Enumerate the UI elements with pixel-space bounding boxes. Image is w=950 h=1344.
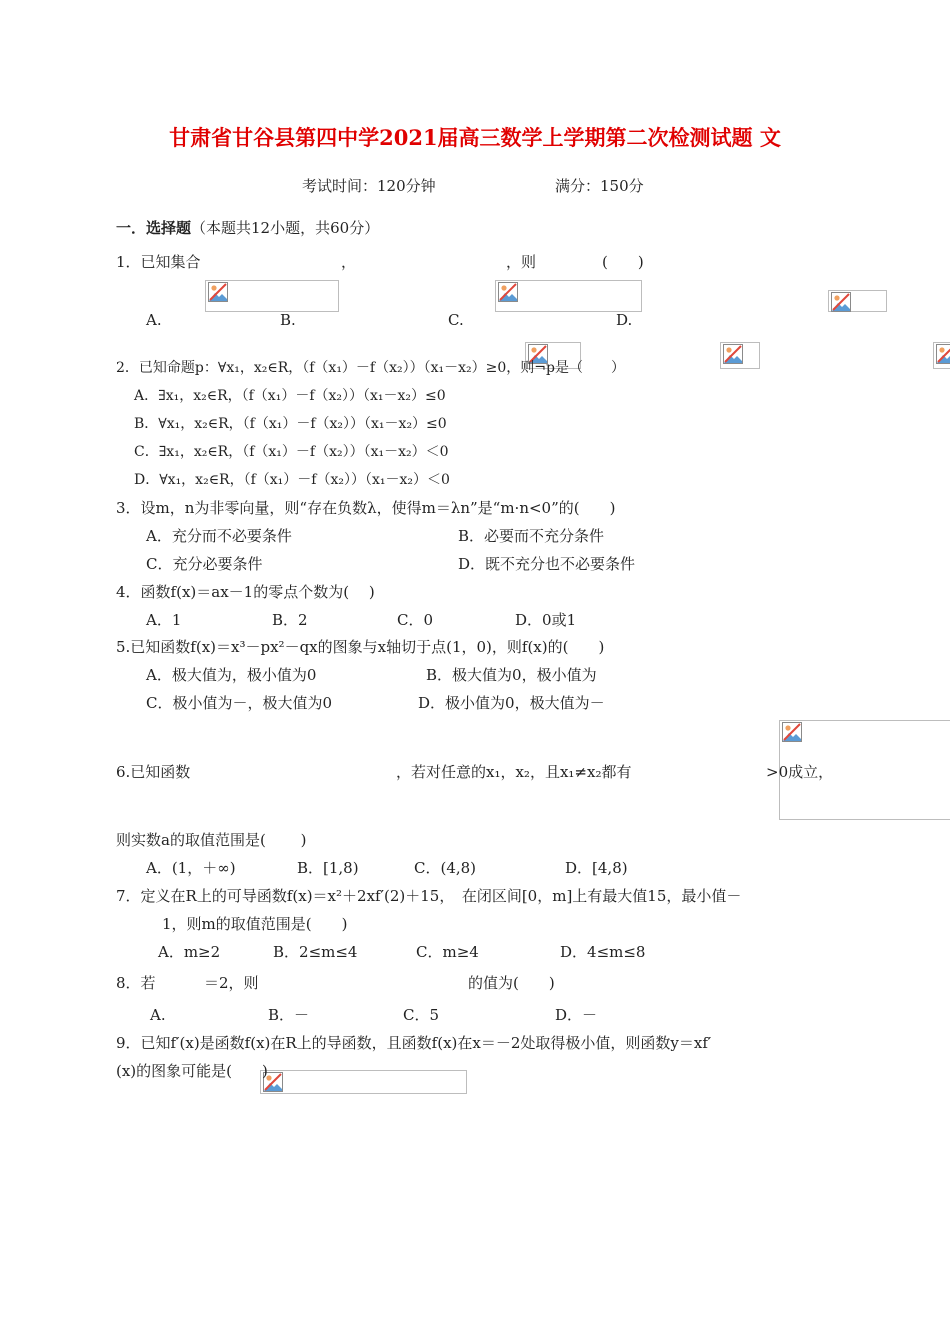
formula-image — [828, 290, 887, 312]
broken-image-icon — [498, 282, 518, 302]
q5-option-a: A．极大值为，极小值为0 — [146, 666, 317, 684]
q1-comma: ， — [341, 253, 357, 271]
section-heading — [116, 218, 379, 238]
q1-option-b: B. — [280, 311, 296, 329]
q9-line2: (x)的图象可能是( ) — [116, 1062, 268, 1080]
page-title: 甘肃省甘谷县第四中学2021届高三数学上学期第二次检测试题 文 — [169, 125, 781, 150]
formula-image — [720, 342, 760, 369]
q1-option-c: C. — [448, 311, 464, 329]
q6-middle: ，若对任意的x₁，x₂，且x₁≠x₂都有 — [396, 763, 632, 781]
question-4-stem: 4．函数f(x)＝ax－1的零点个数为( ) — [116, 583, 375, 601]
q1-then: ，则 — [506, 253, 537, 271]
formula-image — [260, 1070, 467, 1094]
q4-option-b: B．2 — [272, 611, 308, 629]
q8-option-d: D．－ — [555, 1006, 598, 1024]
q7-option-b: B．2≤m≤4 — [273, 943, 358, 961]
formula-image — [933, 342, 950, 369]
q4-option-c: C．0 — [397, 611, 434, 629]
broken-image-icon — [208, 282, 228, 302]
q8-option-c: C．5 — [403, 1006, 440, 1024]
q2-option-c: C．∃x₁，x₂∈R，（f（x₁）－f（x₂））（x₁－x₂）＜0 — [134, 444, 449, 460]
q5-option-c: C．极小值为－，极大值为0 — [146, 694, 333, 712]
q4-option-a: A．1 — [146, 611, 182, 629]
q1-option-d: D. — [616, 311, 633, 329]
section-note: （本题共12小题，共60分） — [191, 219, 380, 237]
q7-line2: 1，则m的取值范围是( ) — [162, 915, 348, 933]
q6-option-a: A．(1，＋∞) — [146, 859, 236, 877]
q8-eq: ＝2，则 — [204, 974, 259, 992]
question-5-stem: 5.已知函数f(x)＝x³－px²－qx的图象与x轴切于点(1，0)，则f(x)的( ) — [116, 638, 605, 656]
q1-prefix: 1．已知集合 — [116, 253, 201, 271]
question-7-stem: 7．定义在R上的可导函数f(x)＝x²＋2xf′(2)＋15， 在闭区间[0，m]上有最大值15，最小值－ — [116, 887, 742, 905]
section-label: 一．选择题 — [116, 219, 192, 237]
q8-prefix: 8．若 — [116, 974, 156, 992]
broken-image-icon — [723, 344, 743, 364]
q7-option-d: D．4≤m≤8 — [560, 943, 646, 961]
question-3-stem: 3．设m，n为非零向量，则“存在负数λ，使得m＝λn”是“m·n<0”的( ) — [116, 499, 616, 517]
q8-option-a: A. — [150, 1006, 166, 1024]
exam-score: 满分：150分 — [555, 177, 644, 195]
q8-suffix: 的值为( ) — [468, 974, 555, 992]
q1-option-a: A. — [146, 311, 162, 329]
formula-image — [205, 280, 339, 312]
q5-option-d: D．极小值为0，极大值为－ — [418, 694, 605, 712]
q2-option-b: B．∀x₁，x₂∈R，（f（x₁）－f（x₂））（x₁－x₂）≤0 — [134, 416, 447, 432]
question-1-stem — [116, 252, 201, 272]
q4-option-d: D．0或1 — [515, 611, 577, 629]
q6-option-b: B．[1,8) — [297, 859, 359, 877]
broken-image-icon — [936, 344, 950, 364]
q3-option-c: C．充分必要条件 — [146, 555, 263, 573]
formula-image — [495, 280, 642, 312]
q5-option-b: B．极大值为0，极小值为 — [426, 666, 597, 684]
broken-image-icon — [831, 292, 851, 312]
q6-line2: 则实数a的取值范围是( ) — [116, 831, 307, 849]
q1-paren: ( ) — [602, 253, 644, 271]
q2-option-a: A．∃x₁，x₂∈R，（f（x₁）－f（x₂））（x₁－x₂）≤0 — [134, 388, 446, 404]
exam-time: 考试时间：120分钟 — [302, 177, 436, 195]
question-9-stem: 9．已知f′(x)是函数f(x)在R上的导函数，且函数f(x)在x＝－2处取得极小值，则函数y＝xf′ — [116, 1034, 712, 1052]
broken-image-icon — [782, 722, 802, 742]
q6-prefix: 6.已知函数 — [116, 763, 191, 781]
q3-option-b: B．必要而不充分条件 — [458, 527, 605, 545]
q7-option-a: A．m≥2 — [158, 943, 221, 961]
q3-option-d: D．既不充分也不必要条件 — [458, 555, 636, 573]
question-2-stem: 2．已知命题p：∀x₁，x₂∈R，（f（x₁）－f（x₂））（x₁－x₂）≥0，则¬p是（ ） — [116, 360, 625, 376]
q8-option-b: B．－ — [268, 1006, 310, 1024]
q6-suffix: >0成立， — [766, 763, 834, 781]
q7-option-c: C．m≥4 — [416, 943, 479, 961]
q2-option-d: D．∀x₁，x₂∈R，（f（x₁）－f（x₂））（x₁－x₂）＜0 — [134, 472, 450, 488]
q3-option-a: A．充分而不必要条件 — [146, 527, 292, 545]
q6-option-d: D．[4,8) — [565, 859, 628, 877]
q6-option-c: C．(4,8) — [414, 859, 477, 877]
